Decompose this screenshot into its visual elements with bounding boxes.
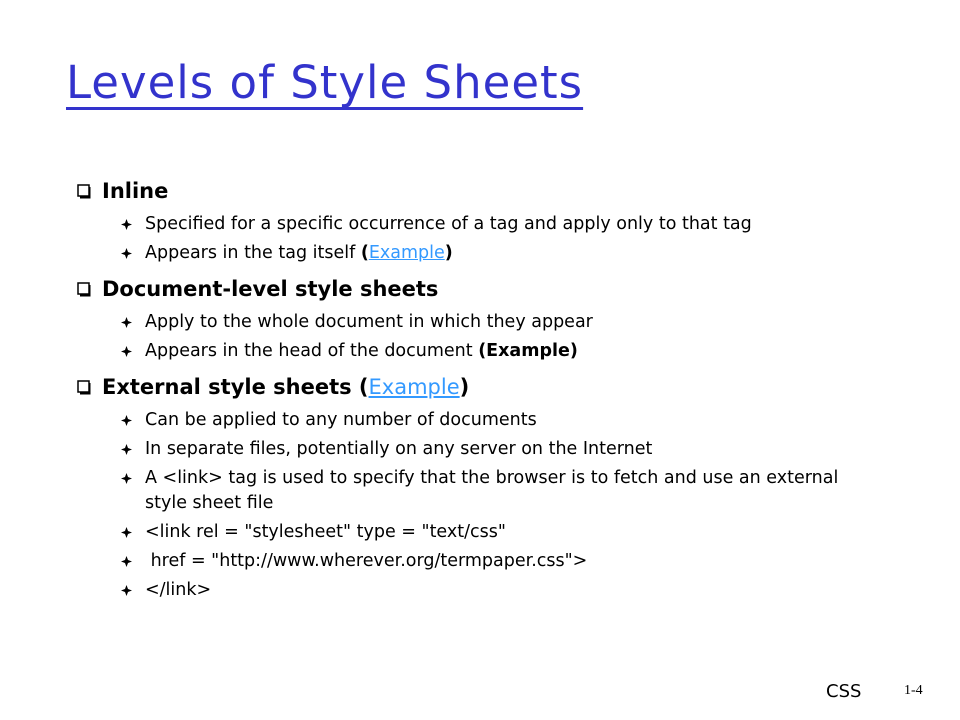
list-item bbox=[145, 520, 882, 545]
list-item-text: A <link> tag is used to specify that the browser is to fetch and use an external style sheet file bbox=[145, 468, 839, 513]
diamond-bullet-icon bbox=[121, 248, 132, 259]
example-link[interactable]: Example bbox=[368, 375, 460, 399]
list-item bbox=[145, 212, 882, 237]
example-link[interactable]: Example bbox=[368, 243, 445, 263]
section-heading: External style sheets ( bbox=[102, 375, 369, 399]
diamond-bullet-icon bbox=[121, 585, 132, 596]
section-document-level bbox=[102, 272, 882, 306]
footer-label: CSS bbox=[826, 681, 862, 702]
list-item bbox=[145, 339, 882, 364]
diamond-bullet-icon bbox=[121, 415, 132, 426]
list-item bbox=[145, 408, 882, 433]
section-heading: Inline bbox=[102, 179, 169, 203]
diamond-bullet-icon bbox=[121, 527, 132, 538]
paren-close: ) bbox=[444, 243, 453, 263]
diamond-bullet-icon bbox=[121, 317, 132, 328]
list-item-text: Appears in the tag itself bbox=[145, 243, 361, 263]
diamond-bullet-icon bbox=[121, 444, 132, 455]
paren-close: ) bbox=[459, 375, 470, 399]
list-item-text: Specified for a specific occurrence of a tag and apply only to that tag bbox=[145, 214, 752, 234]
list-item-text: </link> bbox=[145, 580, 212, 600]
list-item-text: Apply to the whole document in which they appear bbox=[145, 312, 593, 332]
diamond-bullet-icon bbox=[121, 556, 132, 567]
list-item bbox=[145, 310, 882, 335]
list-item bbox=[145, 578, 882, 603]
paren-open: ( bbox=[360, 243, 369, 263]
bold-example-text: (Example) bbox=[478, 341, 578, 361]
page-number: 1-4 bbox=[904, 683, 923, 698]
diamond-bullet-icon bbox=[121, 346, 132, 357]
square-bullet-icon bbox=[77, 380, 92, 395]
list-item bbox=[145, 437, 882, 462]
square-bullet-icon bbox=[77, 184, 92, 199]
diamond-bullet-icon bbox=[121, 473, 132, 484]
list-item bbox=[145, 241, 882, 266]
list-item-text: Appears in the head of the document bbox=[145, 341, 479, 361]
section-heading: Document-level style sheets bbox=[102, 277, 439, 301]
slide-title: Levels of Style Sheets bbox=[66, 56, 584, 109]
list-item-text: href = "http://www.wherever.org/termpaper.css"> bbox=[145, 551, 588, 571]
bullet-list bbox=[102, 168, 882, 603]
section-inline bbox=[102, 174, 882, 208]
list-item-text: Can be applied to any number of documents bbox=[145, 410, 537, 430]
square-bullet-icon bbox=[77, 282, 92, 297]
diamond-bullet-icon bbox=[121, 219, 132, 230]
list-item-text: <link rel = "stylesheet" type = "text/css" bbox=[145, 522, 506, 542]
list-item bbox=[145, 466, 882, 516]
section-external bbox=[102, 370, 882, 404]
list-item-text: In separate files, potentially on any server on the Internet bbox=[145, 439, 653, 459]
list-item bbox=[145, 549, 882, 574]
